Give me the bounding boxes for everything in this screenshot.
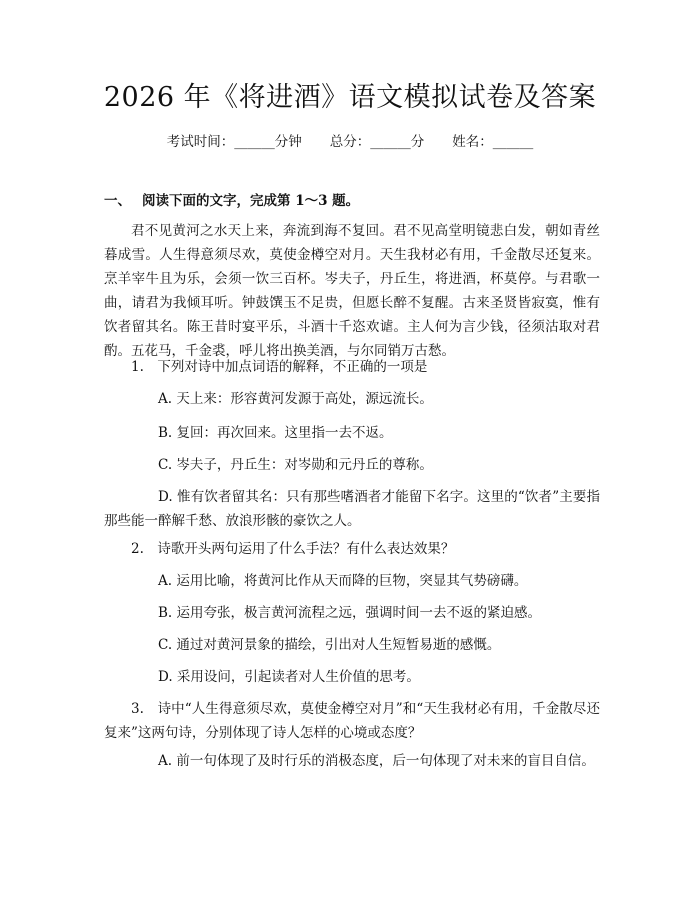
question-2-option-a: A. 运用比喻，将黄河比作从天而降的巨物，突显其气势磅礴。 <box>158 573 528 589</box>
question-3-stem: 3. 诗中“人生得意须尽欢，莫使金樽空对月”和“天生我材必有用，千金散尽还复来”这两句诗，分别体现了诗人怎样的心境或态度？ <box>104 701 600 741</box>
section-number: 一、 <box>104 193 131 209</box>
question-1-option-c: C. 岑夫子，丹丘生：对岑勋和元丹丘的尊称。 <box>158 457 433 473</box>
student-name-field: 姓名：______ <box>452 134 534 150</box>
question-2-option-d: D. 采用设问，引起读者对人生价值的思考。 <box>158 669 420 685</box>
exam-info-line <box>0 132 700 152</box>
reading-passage: 君不见黄河之水天上来，奔流到海不复回。君不见高堂明镜悲白发，朝如青丝暮成雪。人生得意须尽欢，莫使金樽空对月。天生我材必有用，千金散尽还复来。烹羊宰牛且为乐，会须一饮三百杯。岑夫子，丹丘生，将进酒，杯莫停。与君歌一曲，请君为我倾耳听。钟鼓馔玉不足贵，但愿长醉不复醒。古来圣贤皆寂寞，惟有饮者留其名。陈王昔时宴平乐，斗酒十千恣欢谑。主人何为言少钱，径须沽取对君酌。五花马，千金裘，呼儿将出换美酒，与尔同销万古愁。 <box>104 223 600 359</box>
question-1-option-d: D. 惟有饮者留其名：只有那些嗜酒者才能留下名字。这里的“饮者”主要指那些能一醉解千愁、放浪形骸的豪饮之人。 <box>104 489 600 529</box>
section-instruction: 阅读下面的文字，完成第 1～3 题。 <box>142 193 360 209</box>
question-2-option-c: C. 通过对黄河景象的描绘，引出对人生短暂易逝的感慨。 <box>158 637 501 653</box>
page-title: 2026 年《将进酒》语文模拟试卷及答案 <box>103 82 597 113</box>
question-1-option-a: A. 天上来：形容黄河发源于高处，源远流长。 <box>158 391 433 407</box>
question-3-option-a: A. 前一句体现了及时行乐的消极态度，后一句体现了对未来的盲目自信。 <box>158 753 595 769</box>
question-1-stem: 1. 下列对诗中加点词语的解释，不正确的一项是 <box>131 359 428 375</box>
question-2-stem: 2. 诗歌开头两句运用了什么手法？有什么表达效果？ <box>131 541 455 557</box>
total-score-field: 总分：______分 <box>329 134 425 150</box>
section-heading <box>104 191 359 211</box>
question-1-option-b: B. 复回：再次回来。这里指一去不返。 <box>158 425 393 441</box>
exam-time-field: 考试时间：______分钟 <box>166 134 302 150</box>
question-2-option-b: B. 运用夸张，极言黄河流程之远，强调时间一去不返的紧迫感。 <box>158 605 542 621</box>
